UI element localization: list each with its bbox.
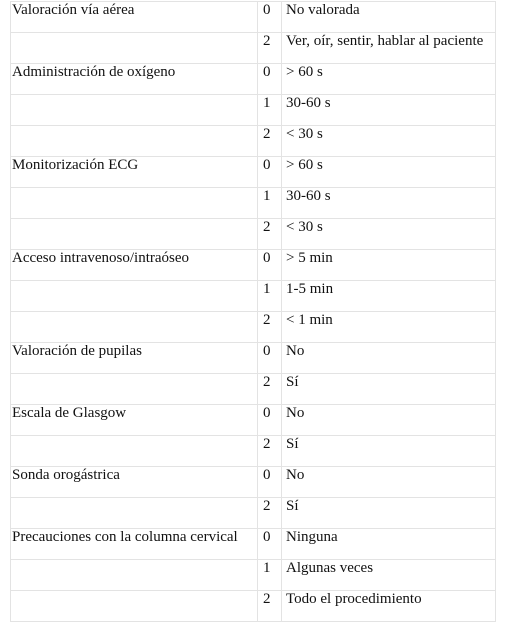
item-cell [11, 33, 258, 64]
scoring-table [10, 1, 496, 622]
description-cell: < 30 s [282, 126, 496, 157]
item-cell: Acceso intravenoso/intraóseo [11, 250, 258, 281]
description-cell: 30-60 s [282, 95, 496, 126]
description-cell: < 1 min [282, 312, 496, 343]
score-cell: 1 [258, 560, 282, 591]
description-cell: 30-60 s [282, 188, 496, 219]
item-cell [11, 126, 258, 157]
item-cell [11, 188, 258, 219]
item-cell: Administración de oxígeno [11, 64, 258, 95]
score-cell: 1 [258, 188, 282, 219]
table-row [11, 126, 496, 157]
table-row [11, 2, 496, 33]
description-cell: 1-5 min [282, 281, 496, 312]
item-cell: Valoración de pupilas [11, 343, 258, 374]
table-row [11, 64, 496, 95]
score-cell: 0 [258, 529, 282, 560]
table-row [11, 95, 496, 126]
scoring-table-container [10, 1, 496, 622]
item-cell: Escala de Glasgow [11, 405, 258, 436]
item-cell [11, 374, 258, 405]
score-cell: 0 [258, 2, 282, 33]
score-cell: 2 [258, 591, 282, 622]
item-cell [11, 498, 258, 529]
table-row [11, 33, 496, 64]
score-cell: 0 [258, 157, 282, 188]
table-row [11, 188, 496, 219]
score-cell: 2 [258, 126, 282, 157]
description-cell: No valorada [282, 2, 496, 33]
table-row [11, 498, 496, 529]
table-row [11, 219, 496, 250]
item-cell [11, 219, 258, 250]
description-cell: < 30 s [282, 219, 496, 250]
description-cell: No [282, 405, 496, 436]
description-cell: Sí [282, 374, 496, 405]
description-cell: > 60 s [282, 157, 496, 188]
table-row [11, 436, 496, 467]
table-row [11, 312, 496, 343]
item-cell [11, 591, 258, 622]
table-row [11, 250, 496, 281]
table-row [11, 467, 496, 498]
score-cell: 0 [258, 343, 282, 374]
description-cell: Ninguna [282, 529, 496, 560]
score-cell: 0 [258, 64, 282, 95]
score-cell: 2 [258, 312, 282, 343]
item-cell: Monitorización ECG [11, 157, 258, 188]
table-row [11, 405, 496, 436]
score-cell: 2 [258, 498, 282, 529]
description-cell: Todo el procedimiento [282, 591, 496, 622]
table-row [11, 343, 496, 374]
table-row [11, 281, 496, 312]
item-cell [11, 95, 258, 126]
description-cell: > 60 s [282, 64, 496, 95]
table-row [11, 157, 496, 188]
score-cell: 0 [258, 467, 282, 498]
description-cell: Ver, oír, sentir, hablar al paciente [282, 33, 496, 64]
description-cell: > 5 min [282, 250, 496, 281]
score-cell: 1 [258, 95, 282, 126]
item-cell [11, 281, 258, 312]
score-cell: 1 [258, 281, 282, 312]
score-cell: 2 [258, 436, 282, 467]
item-cell [11, 560, 258, 591]
item-cell [11, 312, 258, 343]
description-cell: Sí [282, 498, 496, 529]
description-cell: No [282, 467, 496, 498]
item-cell: Sonda orogástrica [11, 467, 258, 498]
table-row [11, 374, 496, 405]
description-cell: Sí [282, 436, 496, 467]
scoring-table-body [11, 2, 496, 622]
item-cell: Valoración vía aérea [11, 2, 258, 33]
score-cell: 2 [258, 33, 282, 64]
item-cell: Precauciones con la columna cervical [11, 529, 258, 560]
score-cell: 0 [258, 405, 282, 436]
item-cell [11, 436, 258, 467]
description-cell: No [282, 343, 496, 374]
table-row [11, 591, 496, 622]
table-row [11, 529, 496, 560]
description-cell: Algunas veces [282, 560, 496, 591]
table-row [11, 560, 496, 591]
score-cell: 2 [258, 374, 282, 405]
score-cell: 2 [258, 219, 282, 250]
score-cell: 0 [258, 250, 282, 281]
